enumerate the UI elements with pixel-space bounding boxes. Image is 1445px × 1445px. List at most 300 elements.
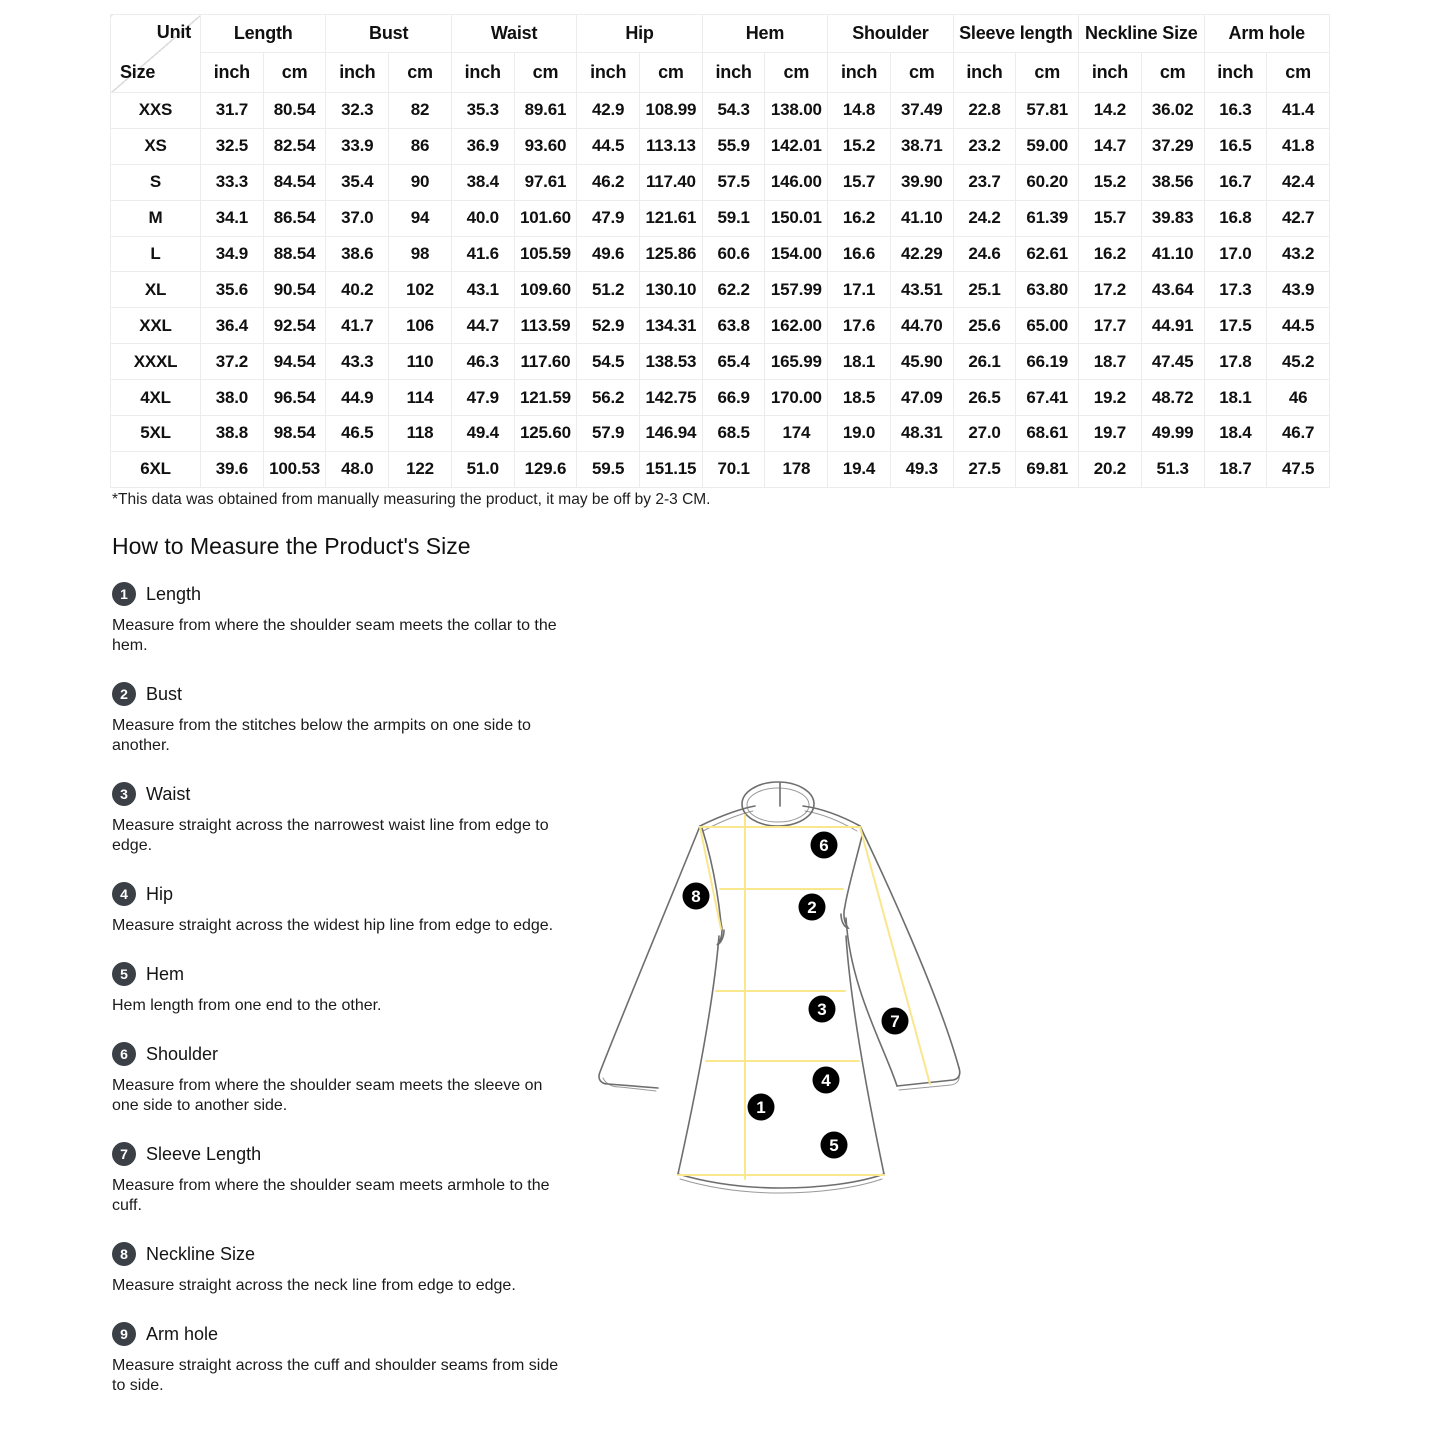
diagram-marker-8: [683, 883, 710, 910]
value-cell: 170.00: [765, 380, 828, 416]
instruction-label: Arm hole: [146, 1323, 219, 1344]
value-cell: 17.0: [1204, 236, 1267, 272]
column-group-header: Hem: [702, 15, 827, 53]
value-cell: 16.6: [828, 236, 891, 272]
value-cell: 22.8: [953, 93, 1016, 129]
value-cell: 44.5: [577, 128, 640, 164]
table-row: [111, 380, 1330, 416]
table-row: [111, 451, 1330, 487]
value-cell: 102: [389, 272, 452, 308]
value-cell: 162.00: [765, 308, 828, 344]
value-cell: 154.00: [765, 236, 828, 272]
value-cell: 110: [389, 344, 452, 380]
value-cell: 15.2: [828, 128, 891, 164]
value-cell: 68.5: [702, 416, 765, 452]
value-cell: 14.7: [1079, 128, 1142, 164]
step-number-badge: 7: [112, 1142, 136, 1166]
value-cell: 36.02: [1141, 93, 1204, 129]
instruction-heading: [112, 682, 564, 706]
column-group-header: Waist: [451, 15, 576, 53]
unit-header-cell: inch: [326, 53, 389, 93]
value-cell: 46: [1267, 380, 1330, 416]
value-cell: 37.29: [1141, 128, 1204, 164]
collar-outline: [742, 782, 814, 826]
value-cell: 43.64: [1141, 272, 1204, 308]
column-group-header: Bust: [326, 15, 451, 53]
value-cell: 48.72: [1141, 380, 1204, 416]
value-cell: 121.61: [640, 200, 703, 236]
value-cell: 44.91: [1141, 308, 1204, 344]
unit-header-cell: inch: [577, 53, 640, 93]
value-cell: 20.2: [1079, 451, 1142, 487]
value-cell: 61.39: [1016, 200, 1079, 236]
value-cell: 40.0: [451, 200, 514, 236]
measurement-disclaimer: *This data was obtained from manually measuring the product, it may be off by 2-3 CM.: [112, 491, 711, 508]
instruction-label: Hem: [146, 963, 185, 984]
svg-text:8: 8: [691, 887, 701, 906]
value-cell: 25.6: [953, 308, 1016, 344]
value-cell: 113.59: [514, 308, 577, 344]
dress-illustration: [562, 758, 1012, 1218]
step-number-badge: 1: [112, 582, 136, 606]
instruction-label: Shoulder: [146, 1043, 219, 1064]
value-cell: 43.51: [890, 272, 953, 308]
value-cell: 39.6: [201, 451, 264, 487]
instruction-label: Neckline Size: [146, 1243, 256, 1264]
svg-text:4: 4: [821, 1071, 831, 1090]
value-cell: 17.6: [828, 308, 891, 344]
value-cell: 36.4: [201, 308, 264, 344]
value-cell: 38.4: [451, 164, 514, 200]
value-cell: 62.61: [1016, 236, 1079, 272]
value-cell: 65.4: [702, 344, 765, 380]
value-cell: 68.61: [1016, 416, 1079, 452]
value-cell: 94.54: [263, 344, 326, 380]
value-cell: 17.3: [1204, 272, 1267, 308]
value-cell: 57.9: [577, 416, 640, 452]
value-cell: 43.2: [1267, 236, 1330, 272]
value-cell: 38.8: [201, 416, 264, 452]
unit-header-cell: inch: [702, 53, 765, 93]
value-cell: 18.1: [1204, 380, 1267, 416]
size-cell: L: [111, 236, 201, 272]
measure-instruction-item: [112, 782, 564, 856]
value-cell: 82.54: [263, 128, 326, 164]
value-cell: 129.6: [514, 451, 577, 487]
value-cell: 146.00: [765, 164, 828, 200]
table-row: [111, 308, 1330, 344]
instruction-description: Measure from the stitches below the armpits on one side to another.: [112, 717, 531, 754]
value-cell: 38.71: [890, 128, 953, 164]
measure-instruction-item: [112, 962, 564, 1016]
value-cell: 19.0: [828, 416, 891, 452]
value-cell: 14.8: [828, 93, 891, 129]
size-cell: 5XL: [111, 416, 201, 452]
value-cell: 118: [389, 416, 452, 452]
value-cell: 98: [389, 236, 452, 272]
size-cell: XXXL: [111, 344, 201, 380]
value-cell: 54.3: [702, 93, 765, 129]
value-cell: 48.31: [890, 416, 953, 452]
value-cell: 16.7: [1204, 164, 1267, 200]
value-cell: 66.9: [702, 380, 765, 416]
svg-text:6: 6: [819, 836, 829, 855]
value-cell: 19.7: [1079, 416, 1142, 452]
unit-header-cell: inch: [1079, 53, 1142, 93]
value-cell: 142.75: [640, 380, 703, 416]
value-cell: 49.99: [1141, 416, 1204, 452]
instruction-heading: [112, 1242, 564, 1266]
value-cell: 86: [389, 128, 452, 164]
step-number-badge: 6: [112, 1042, 136, 1066]
value-cell: 97.61: [514, 164, 577, 200]
step-number-badge: 4: [112, 882, 136, 906]
value-cell: 52.9: [577, 308, 640, 344]
value-cell: 100.53: [263, 451, 326, 487]
value-cell: 42.29: [890, 236, 953, 272]
value-cell: 23.2: [953, 128, 1016, 164]
measurement-lines: [678, 815, 930, 1179]
value-cell: 84.54: [263, 164, 326, 200]
value-cell: 17.8: [1204, 344, 1267, 380]
value-cell: 33.9: [326, 128, 389, 164]
table-row: [111, 93, 1330, 129]
value-cell: 32.5: [201, 128, 264, 164]
value-cell: 36.9: [451, 128, 514, 164]
value-cell: 24.2: [953, 200, 1016, 236]
value-cell: 59.00: [1016, 128, 1079, 164]
unit-size-corner-cell: [111, 15, 201, 93]
table-row: [111, 236, 1330, 272]
value-cell: 60.20: [1016, 164, 1079, 200]
column-group-header: Arm hole: [1204, 15, 1330, 53]
column-group-header: Hip: [577, 15, 702, 53]
value-cell: 16.8: [1204, 200, 1267, 236]
measure-instruction-item: [112, 1042, 564, 1116]
value-cell: 16.3: [1204, 93, 1267, 129]
diagram-marker-1: [748, 1094, 775, 1121]
value-cell: 46.7: [1267, 416, 1330, 452]
value-cell: 130.10: [640, 272, 703, 308]
column-group-header: Sleeve length: [953, 15, 1078, 53]
unit-header-cell: cm: [1141, 53, 1204, 93]
value-cell: 15.7: [828, 164, 891, 200]
value-cell: 15.2: [1079, 164, 1142, 200]
value-cell: 109.60: [514, 272, 577, 308]
value-cell: 41.8: [1267, 128, 1330, 164]
step-number-badge: 2: [112, 682, 136, 706]
value-cell: 138.53: [640, 344, 703, 380]
value-cell: 113.13: [640, 128, 703, 164]
measure-instruction-item: [112, 582, 564, 656]
value-cell: 114: [389, 380, 452, 416]
column-group-header: Neckline Size: [1079, 15, 1204, 53]
value-cell: 108.99: [640, 93, 703, 129]
table-row: [111, 416, 1330, 452]
size-cell: 6XL: [111, 451, 201, 487]
unit-header-cell: cm: [1267, 53, 1330, 93]
diagram-marker-4: [813, 1067, 840, 1094]
value-cell: 41.6: [451, 236, 514, 272]
value-cell: 47.5: [1267, 451, 1330, 487]
value-cell: 62.2: [702, 272, 765, 308]
value-cell: 48.0: [326, 451, 389, 487]
value-cell: 55.9: [702, 128, 765, 164]
instruction-heading: [112, 1322, 564, 1346]
value-cell: 23.7: [953, 164, 1016, 200]
svg-text:5: 5: [829, 1136, 839, 1155]
garment-diagram: [562, 758, 1012, 1218]
unit-header-cell: cm: [1016, 53, 1079, 93]
instruction-heading: [112, 1142, 564, 1166]
table-row: [111, 128, 1330, 164]
value-cell: 33.3: [201, 164, 264, 200]
value-cell: 96.54: [263, 380, 326, 416]
value-cell: 37.49: [890, 93, 953, 129]
instruction-description: Measure straight across the neck line from edge to edge.: [112, 1277, 516, 1294]
value-cell: 94: [389, 200, 452, 236]
value-cell: 51.3: [1141, 451, 1204, 487]
diagram-marker-7: [882, 1008, 909, 1035]
value-cell: 43.1: [451, 272, 514, 308]
value-cell: 69.81: [1016, 451, 1079, 487]
svg-text:7: 7: [890, 1012, 900, 1031]
value-cell: 125.86: [640, 236, 703, 272]
value-cell: 60.6: [702, 236, 765, 272]
value-cell: 57.5: [702, 164, 765, 200]
value-cell: 44.5: [1267, 308, 1330, 344]
size-cell: M: [111, 200, 201, 236]
value-cell: 150.01: [765, 200, 828, 236]
value-cell: 16.2: [828, 200, 891, 236]
unit-header-cell: cm: [765, 53, 828, 93]
step-number-badge: 5: [112, 962, 136, 986]
value-cell: 51.2: [577, 272, 640, 308]
instruction-description: Measure from where the shoulder seam meets the collar to the hem.: [112, 617, 557, 654]
diagram-marker-5: [821, 1132, 848, 1159]
instruction-label: Hip: [146, 883, 174, 904]
value-cell: 138.00: [765, 93, 828, 129]
value-cell: 42.4: [1267, 164, 1330, 200]
instruction-description: Hem length from one end to the other.: [112, 997, 382, 1014]
unit-header-cell: cm: [389, 53, 452, 93]
value-cell: 46.5: [326, 416, 389, 452]
value-cell: 122: [389, 451, 452, 487]
value-cell: 92.54: [263, 308, 326, 344]
value-cell: 18.5: [828, 380, 891, 416]
sleeve-length-line: [860, 827, 930, 1084]
value-cell: 47.09: [890, 380, 953, 416]
value-cell: 157.99: [765, 272, 828, 308]
value-cell: 17.2: [1079, 272, 1142, 308]
svg-text:3: 3: [817, 1000, 827, 1019]
value-cell: 19.2: [1079, 380, 1142, 416]
size-cell: XXL: [111, 308, 201, 344]
value-cell: 51.0: [451, 451, 514, 487]
measure-instructions-list: [112, 582, 564, 1422]
value-cell: 49.6: [577, 236, 640, 272]
size-cell: XXS: [111, 93, 201, 129]
unit-header-cell: cm: [890, 53, 953, 93]
value-cell: 45.90: [890, 344, 953, 380]
value-cell: 93.60: [514, 128, 577, 164]
value-cell: 86.54: [263, 200, 326, 236]
value-cell: 18.7: [1079, 344, 1142, 380]
value-cell: 125.60: [514, 416, 577, 452]
value-cell: 19.4: [828, 451, 891, 487]
value-cell: 90: [389, 164, 452, 200]
diagram-marker-2: [799, 894, 826, 921]
neckline-line: [700, 827, 721, 929]
instruction-heading: [112, 1042, 564, 1066]
value-cell: 24.6: [953, 236, 1016, 272]
value-cell: 32.3: [326, 93, 389, 129]
value-cell: 44.70: [890, 308, 953, 344]
value-cell: 47.45: [1141, 344, 1204, 380]
value-cell: 151.15: [640, 451, 703, 487]
measure-instruction-item: [112, 882, 564, 936]
instruction-label: Sleeve Length: [146, 1143, 262, 1164]
value-cell: 41.7: [326, 308, 389, 344]
value-cell: 17.1: [828, 272, 891, 308]
value-cell: 42.7: [1267, 200, 1330, 236]
step-number-badge: 3: [112, 782, 136, 806]
value-cell: 121.59: [514, 380, 577, 416]
unit-header-cell: inch: [828, 53, 891, 93]
value-cell: 27.5: [953, 451, 1016, 487]
value-cell: 47.9: [577, 200, 640, 236]
instruction-description: Measure straight across the narrowest waist line from edge to edge.: [112, 817, 549, 854]
value-cell: 40.2: [326, 272, 389, 308]
value-cell: 41.10: [1141, 236, 1204, 272]
value-cell: 15.7: [1079, 200, 1142, 236]
measure-instruction-item: [112, 1242, 564, 1296]
value-cell: 43.3: [326, 344, 389, 380]
how-to-measure-title: How to Measure the Product's Size: [112, 533, 471, 559]
table-row: [111, 272, 1330, 308]
value-cell: 88.54: [263, 236, 326, 272]
unit-label: Unit: [156, 22, 191, 42]
column-group-header: Shoulder: [828, 15, 953, 53]
value-cell: 47.9: [451, 380, 514, 416]
value-cell: 105.59: [514, 236, 577, 272]
svg-text:2: 2: [807, 898, 817, 917]
unit-header-cell: cm: [640, 53, 703, 93]
value-cell: 63.80: [1016, 272, 1079, 308]
value-cell: 80.54: [263, 93, 326, 129]
value-cell: 59.1: [702, 200, 765, 236]
instruction-heading: [112, 782, 564, 806]
value-cell: 34.9: [201, 236, 264, 272]
instruction-heading: [112, 962, 564, 986]
value-cell: 34.1: [201, 200, 264, 236]
value-cell: 44.9: [326, 380, 389, 416]
value-cell: 42.9: [577, 93, 640, 129]
instruction-heading: [112, 582, 564, 606]
measure-instruction-item: [112, 1322, 564, 1396]
unit-header-cell: inch: [953, 53, 1016, 93]
value-cell: 117.60: [514, 344, 577, 380]
dress-outline: [599, 782, 960, 1193]
size-cell: S: [111, 164, 201, 200]
instruction-label: Length: [146, 583, 202, 604]
value-cell: 178: [765, 451, 828, 487]
value-cell: 38.56: [1141, 164, 1204, 200]
unit-header-cell: inch: [451, 53, 514, 93]
value-cell: 16.5: [1204, 128, 1267, 164]
value-cell: 25.1: [953, 272, 1016, 308]
value-cell: 18.7: [1204, 451, 1267, 487]
unit-header-cell: cm: [263, 53, 326, 93]
instruction-heading: [112, 882, 564, 906]
value-cell: 98.54: [263, 416, 326, 452]
value-cell: 67.41: [1016, 380, 1079, 416]
value-cell: 35.6: [201, 272, 264, 308]
value-cell: 41.10: [890, 200, 953, 236]
table-row: [111, 164, 1330, 200]
value-cell: 44.7: [451, 308, 514, 344]
measure-instruction-item: [112, 1142, 564, 1216]
value-cell: 38.6: [326, 236, 389, 272]
value-cell: 43.9: [1267, 272, 1330, 308]
value-cell: 89.61: [514, 93, 577, 129]
size-cell: 4XL: [111, 380, 201, 416]
value-cell: 101.60: [514, 200, 577, 236]
value-cell: 14.2: [1079, 93, 1142, 129]
value-cell: 90.54: [263, 272, 326, 308]
value-cell: 27.0: [953, 416, 1016, 452]
table-row: [111, 344, 1330, 380]
instruction-description: Measure straight across the widest hip line from edge to edge.: [112, 917, 554, 934]
value-cell: 31.7: [201, 93, 264, 129]
value-cell: 17.7: [1079, 308, 1142, 344]
value-cell: 165.99: [765, 344, 828, 380]
value-cell: 57.81: [1016, 93, 1079, 129]
column-group-header: Length: [201, 15, 326, 53]
size-cell: XL: [111, 272, 201, 308]
value-cell: 56.2: [577, 380, 640, 416]
value-cell: 142.01: [765, 128, 828, 164]
value-cell: 66.19: [1016, 344, 1079, 380]
value-cell: 82: [389, 93, 452, 129]
value-cell: 46.3: [451, 344, 514, 380]
value-cell: 134.31: [640, 308, 703, 344]
value-cell: 46.2: [577, 164, 640, 200]
value-cell: 17.5: [1204, 308, 1267, 344]
size-label: Size: [120, 62, 156, 82]
value-cell: 37.2: [201, 344, 264, 380]
instruction-description: Measure from where the shoulder seam meets armhole to the cuff.: [112, 1177, 550, 1214]
size-cell: XS: [111, 128, 201, 164]
diagram-marker-6: [811, 832, 838, 859]
value-cell: 45.2: [1267, 344, 1330, 380]
svg-text:1: 1: [756, 1098, 766, 1117]
unit-header-cell: cm: [514, 53, 577, 93]
unit-header-cell: inch: [201, 53, 264, 93]
instruction-description: Measure straight across the cuff and shoulder seams from side to side.: [112, 1357, 559, 1394]
value-cell: 26.1: [953, 344, 1016, 380]
value-cell: 117.40: [640, 164, 703, 200]
step-number-badge: 9: [112, 1322, 136, 1346]
value-cell: 18.1: [828, 344, 891, 380]
value-cell: 49.3: [890, 451, 953, 487]
unit-header-cell: inch: [1204, 53, 1267, 93]
value-cell: 39.90: [890, 164, 953, 200]
table-row: [111, 200, 1330, 236]
value-cell: 54.5: [577, 344, 640, 380]
instruction-label: Waist: [146, 783, 191, 804]
value-cell: 37.0: [326, 200, 389, 236]
